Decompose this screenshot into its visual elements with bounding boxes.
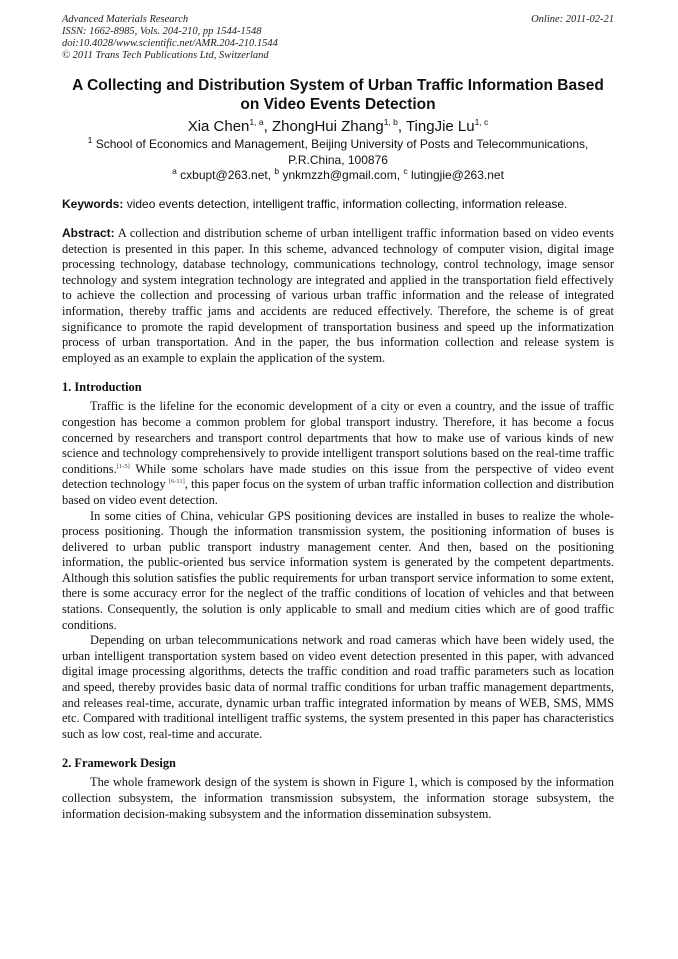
- doi-line: doi:10.4028/www.scientific.net/AMR.204-210.1544: [62, 38, 278, 49]
- paper-page: [62, 14, 614, 822]
- paragraph: Depending on urban telecommunications network and road cameras which have been widely used, the urban intelligent transportation system based on video event detection presented in this paper, with advanced digital image processing algorithms, detects the traffic condition and road traffic parameters such as location and speed, thereby provides basic data of normal traffic conditions for urban traffic management departments, and releases real-time, accurate, dynamic urban traffic integrated information by means of WEB, SMS, MMS etc. Compared with traditional intelligent traffic systems, the system presented in this paper has characteristics such as low cost, real-time and accurate.: [62, 633, 614, 741]
- email-sup: c: [403, 166, 408, 176]
- keywords-label: Keywords:: [62, 197, 124, 211]
- author-name: TingJie Lu: [405, 118, 475, 135]
- copyright-line: © 2011 Trans Tech Publications Ltd, Switzerland: [62, 50, 269, 61]
- author-sup: 1, b: [383, 117, 398, 127]
- email-list: [62, 168, 614, 183]
- issn-line: ISSN: 1662-8985, Vols. 204-210, pp 1544-1548: [62, 26, 262, 37]
- email-address[interactable]: lutingjie@263.net: [410, 168, 504, 182]
- paragraph-text: While some scholars have made studies on this issue from the perspective of video event detection technology: [62, 461, 614, 492]
- abstract-text: A collection and distribution scheme of urban intelligent traffic information based on video events detection is presented in this paper. In this scheme, advanced technology of computer vision, digital image processing technology, database technology, communications technology, control technology, image sensor technology and system integration technology are integrated and applied in the transportation field effectively to achieve the collection and processing of various urban traffic information and the release of integrated information, thereby traffic jams and accidents are reduced effectively. Therefore, the scheme is of great significance to promote the rapid development of transportation business and speed up the informatization process of urban transportation. And in the paper, the bus information collection and release system is employed as an example to explain the application of the system.: [62, 226, 614, 365]
- journal-header: [62, 14, 614, 62]
- affiliation-text: School of Economics and Management, Beijing University of Posts and Telecommunications,: [95, 137, 589, 151]
- affiliation-line2: P.R.China, 100876: [288, 153, 388, 167]
- affiliation: [62, 137, 614, 152]
- keywords: [62, 197, 614, 212]
- author-sup: 1, a: [249, 117, 264, 127]
- paragraph-text: Traffic is the lifeline for the economic development of a city or even a country, and the issue of traffic congestion has become a common problem for global transport industry. Therefore, it has become a focus concerned by researchers and transport control departments that how to make use of various kinds of new science and technology comprehensively to provide intelligent transport solutions based on the real-time traffic conditions.: [62, 399, 614, 476]
- paragraph: The whole framework design of the system is shown in Figure 1, which is composed by the information collection subsystem, the information transmission subsystem, the information storage subsystem, the information decision-making subsystem and the information dissemination subsystem.: [62, 775, 614, 821]
- paper-title: A Collecting and Distribution System of Urban Traffic Information Based on Video Events Detection: [72, 77, 604, 113]
- keywords-text: video events detection, intelligent traffic, information collecting, information release.: [126, 197, 568, 211]
- section-heading-introduction: 1. Introduction: [62, 380, 142, 395]
- author-list: Xia Chen$^{1, a}$, ZhongHui Zhang$^{1, b}$, TingJie Lu$^{1, c}$: [187, 117, 489, 135]
- abstract-label: Abstract:: [62, 226, 115, 240]
- email-address[interactable]: cxbupt@263.net,: [180, 168, 272, 182]
- citation: [6-11]: [168, 478, 185, 486]
- paragraph: [62, 399, 614, 508]
- paragraph-text: , this paper focus on the system of urban traffic information collection and distribution based on video event detection.: [62, 477, 614, 507]
- affiliation-sup: 1: [87, 135, 93, 145]
- email-sup: a: [172, 166, 177, 176]
- email-address[interactable]: ynkmzzh@gmail.com,: [282, 168, 401, 182]
- online-date: Online: 2011-02-21: [531, 14, 614, 25]
- author-sup: 1, c: [474, 117, 489, 127]
- author-name: ZhongHui Zhang: [271, 118, 384, 135]
- paragraph: In some cities of China, vehicular GPS positioning devices are installed in buses to realize the whole-process positioning. Though the information transmission system, the positioning information of buses is delivered to urban public transport industry management center. And then, based on the positioning information, the public-oriented bus service information system is generated by the competent departments. Although this solution satisfies the public requirements for urban transport service information to some extent, there is some accuracy error for the neglect of the traffic conditions of location of vehicles and that between stations. Consequently, the solution is only applicable to small and medium cities which are of good traffic conditions.: [62, 508, 614, 632]
- author-name: Xia Chen: [187, 118, 250, 135]
- journal-name: Advanced Materials Research: [62, 14, 189, 25]
- email-sup: b: [274, 166, 280, 176]
- section-heading-framework: 2. Framework Design: [62, 756, 176, 771]
- citation: [1-5]: [116, 462, 130, 470]
- abstract: [62, 226, 614, 366]
